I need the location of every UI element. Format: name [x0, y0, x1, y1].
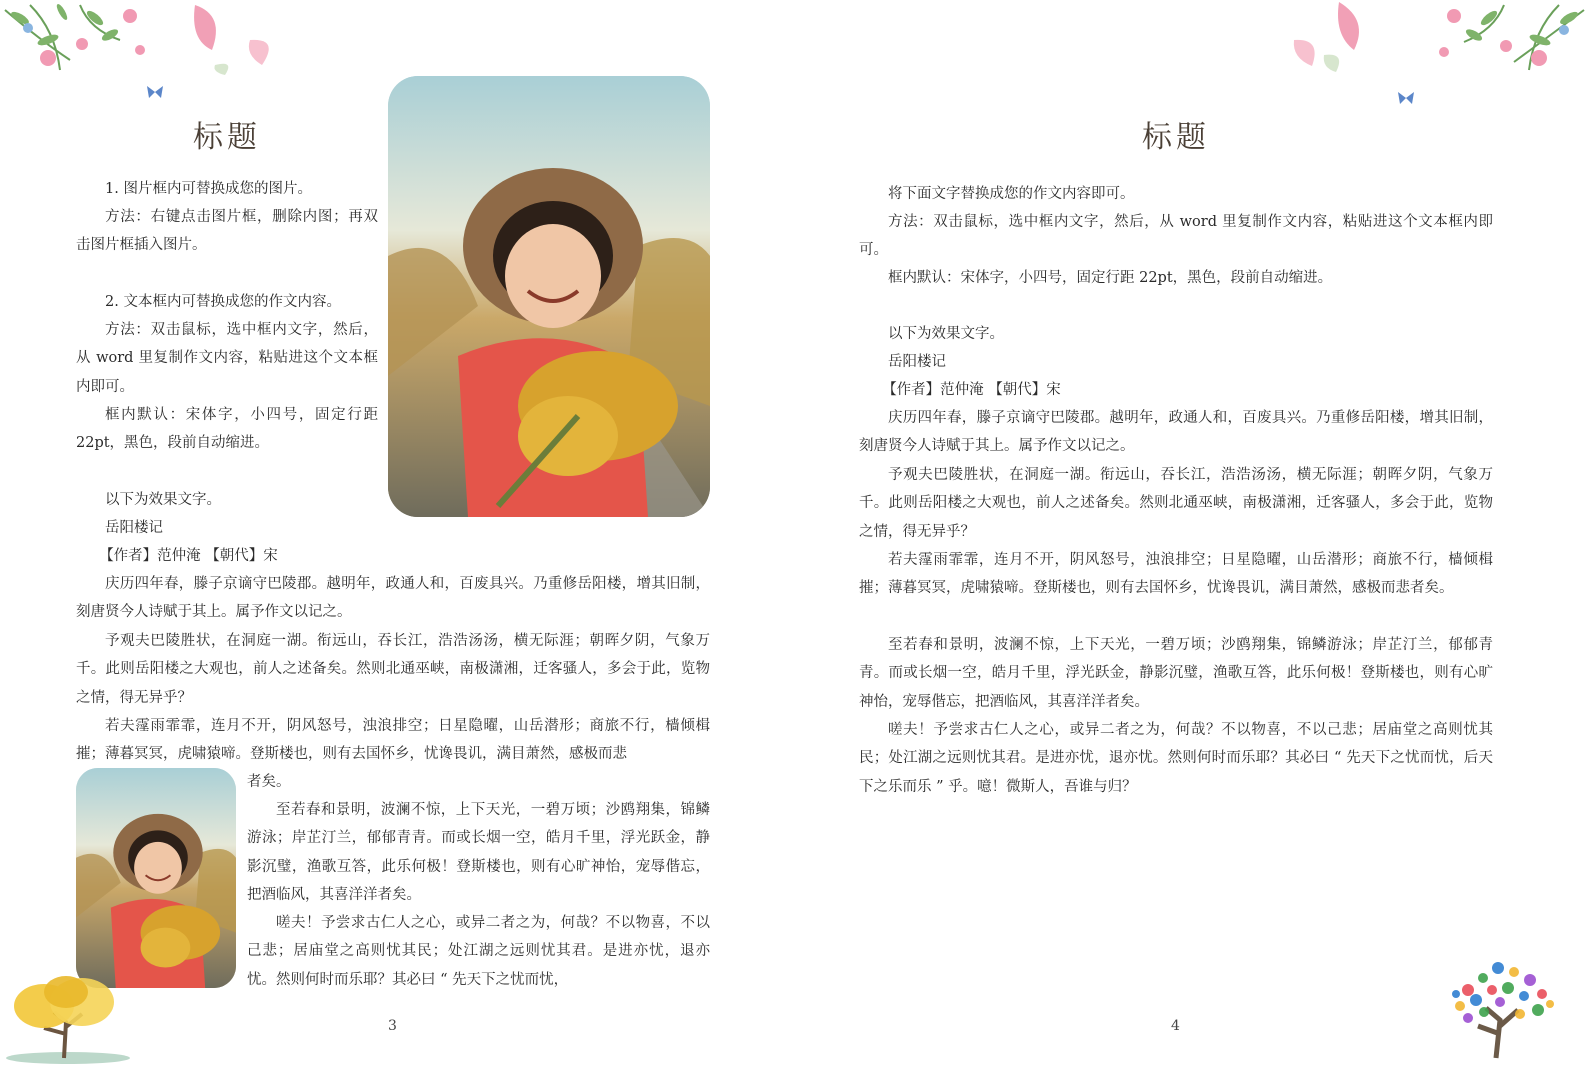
para-body-5: 嗟夫！予尝求古仁人之心，或异二者之为，何哉？不以物喜，不以己悲；居庙堂之高则忧其民；处江湖之远则忧其君。是进亦忧，退亦忧。然则何时而乐耶？其必曰 “ 先天下之忧而忧， — [247, 915, 710, 988]
page-4 — [794, 0, 1588, 1077]
para-body-3-end: 者矣。 — [247, 774, 291, 790]
para-body-2: 予观夫巴陵胜状，在洞庭一湖。衔远山，吞长江，浩浩汤汤，横无际涯；朝晖夕阴，气象万千。此则岳阳楼之大观也，前人之述备矣。然则北通巫峡，南极潇湘，迁客骚人，多会于此，览物之情，得无异乎？ — [76, 633, 710, 706]
para-author: 【作者】范仲淹 【朝代】宋 — [882, 382, 1061, 398]
para-body-4: 至若春和景明，波澜不惊，上下天光，一碧万顷；沙鸥翔集，锦鳞游泳；岸芷汀兰，郁郁青青。而或长烟一空，皓月千里，浮光跃金，静影沉璧，渔歌互答，此乐何极！登斯楼也，则有心旷神怡，宠辱偕忘，把酒临风，其喜洋洋者矣。 — [859, 637, 1493, 710]
para-body-3: 若夫霪雨霏霏，连月不开，阴风怒号，浊浪排空；日星隐曜，山岳潜形；商旅不行，樯倾楫摧；薄暮冥冥，虎啸猿啼。登斯楼也，则有去国怀乡，忧谗畏讥，满目萧然，感极而悲者矣。 — [859, 552, 1493, 597]
para-step2-default: 框内默认：宋体字，小四号，固定行距 22pt，黑色，段前自动缩进。 — [76, 407, 378, 452]
para-essay-title: 岳阳楼记 — [105, 520, 163, 536]
para-body-1: 庆历四年春，滕子京谪守巴陵郡。越明年，政通人和，百废具兴。乃重修岳阳楼，增其旧制，刻唐贤今人诗赋于其上。属予作文以记之。 — [76, 576, 710, 621]
large-photo[interactable] — [388, 76, 710, 517]
child-with-flowers-photo-image — [388, 76, 710, 517]
para-default: 框内默认：宋体字，小四号，固定行距 22pt，黑色，段前自动缩进。 — [888, 270, 1333, 286]
para-author: 【作者】范仲淹 【朝代】宋 — [99, 548, 278, 564]
para-step2-method: 方法：双击鼠标，选中框内文字，然后，从 word 里复制作文内容，粘贴进这个文本框内即可。 — [76, 322, 378, 395]
page-number: 4 — [1171, 1018, 1180, 1034]
floral-corner-icon — [0, 0, 300, 110]
child-with-flowers-photo-image — [76, 768, 236, 988]
para-body-3: 若夫霪雨霏霏，连月不开，阴风怒号，浊浪排空；日星隐曜，山岳潜形；商旅不行，樯倾楫摧；薄暮冥冥，虎啸猿啼。登斯楼也，则有去国怀乡，忧谗畏讥，满目萧然，感极而悲 — [76, 718, 710, 763]
para-effect: 以下为效果文字。 — [105, 492, 221, 508]
page-title: 标题 — [193, 120, 261, 155]
para-step1: 1. 图片框内可替换成您的图片。 — [105, 181, 312, 197]
para-essay-title: 岳阳楼记 — [888, 354, 946, 370]
para-intro: 将下面文字替换成您的作文内容即可。 — [888, 186, 1135, 202]
para-step1-method: 方法：右键点击图片框，删除内图；再双击图片框插入图片。 — [76, 209, 378, 254]
page-number: 3 — [388, 1018, 397, 1034]
para-body-4: 至若春和景明，波澜不惊，上下天光，一碧万顷；沙鸥翔集，锦鳞游泳；岸芷汀兰，郁郁青青。而或长烟一空，皓月千里，浮光跃金，静影沉璧，渔歌互答，此乐何极！登斯楼也，则有心旷神怡，宠辱偕忘，把酒临风，其喜洋洋者矣。 — [247, 802, 710, 904]
para-body-2: 予观夫巴陵胜状，在洞庭一湖。衔远山，吞长江，浩浩汤汤，横无际涯；朝晖夕阴，气象万千。此则岳阳楼之大观也，前人之述备矣。然则北通巫峡，南极潇湘，迁客骚人，多会于此，览物之情，得无异乎？ — [859, 467, 1493, 540]
para-effect: 以下为效果文字。 — [888, 326, 1004, 342]
colorful-tree-icon — [1438, 950, 1566, 1062]
page-title: 标题 — [1142, 120, 1210, 155]
para-body-1: 庆历四年春，滕子京谪守巴陵郡。越明年，政通人和，百废具兴。乃重修岳阳楼，增其旧制，刻唐贤今人诗赋于其上。属予作文以记之。 — [859, 410, 1493, 455]
para-step2: 2. 文本框内可替换成您的作文内容。 — [105, 294, 341, 310]
para-body-5: 嗟夫！予尝求古仁人之心，或异二者之为，何哉？不以物喜，不以己悲；居庙堂之高则忧其民；处江湖之远则忧其君。是进亦忧，退亦忧。然则何时而乐耶？其必曰 “ 先天下之忧而忧，后天下之乐而乐 ” 乎。噫！微斯人，吾谁与归？ — [859, 722, 1493, 795]
para-method: 方法：双击鼠标，选中框内文字，然后，从 word 里复制作文内容，粘贴进这个文本框内即可。 — [859, 214, 1493, 259]
floral-corner-icon — [1274, 0, 1588, 110]
yellow-tree-icon — [4, 972, 132, 1064]
small-photo[interactable] — [76, 768, 236, 988]
